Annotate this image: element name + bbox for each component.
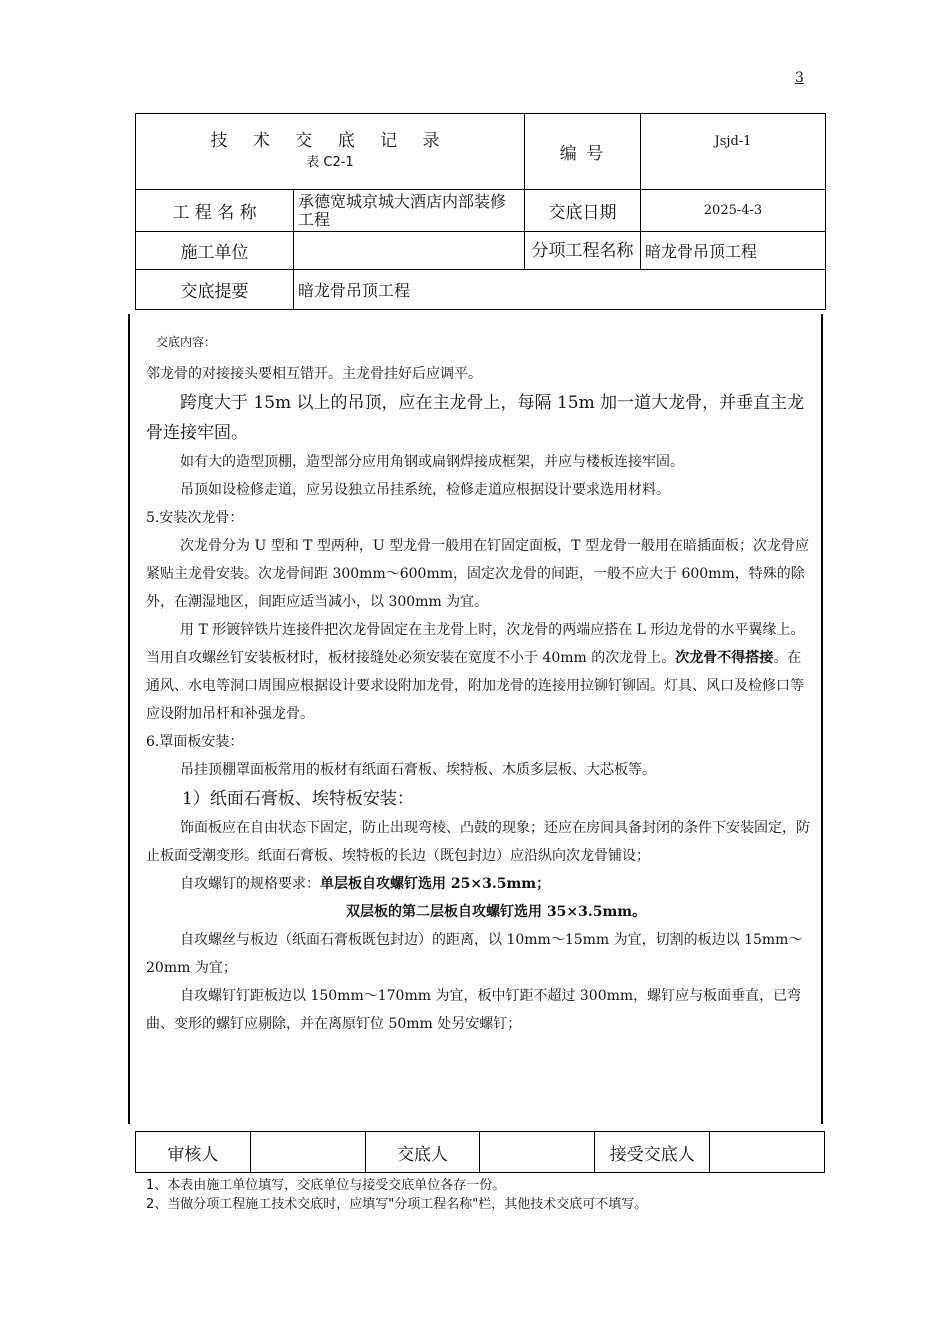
project-value: 承德宽城京城大酒店内部装修工程: [294, 190, 525, 232]
discloser-label: 交底人: [365, 1132, 480, 1173]
section-heading: 6.罩面板安装：: [146, 734, 244, 750]
contractor-label: 施工单位: [136, 232, 294, 270]
content-label: 交底内容：: [156, 335, 217, 349]
content-text: 。在通风、水电等洞口周围应根据设计要求设附加龙骨，附加龙骨的连接用拉铆钉铆固。灯具、风口及检修口等应设附加吊杆和补强龙骨。: [146, 650, 804, 722]
code-value: Jsjd-1: [641, 114, 826, 190]
date-value: 2025-4-3: [641, 190, 826, 232]
reviewer-label: 审核人: [136, 1132, 251, 1173]
disclosure-content: [146, 330, 810, 1038]
note-item: 1、本表由施工单位填写，交底单位与接受交底单位各存一份。: [146, 1178, 506, 1193]
content-paragraph: 跨度大于 15m 以上的吊顶，应在主龙骨上，每隔 15m 加一道大龙骨，并垂直主龙骨连接牢固。: [146, 393, 805, 443]
section-heading: 5.安装次龙骨：: [146, 510, 244, 526]
code-label: 编 号: [525, 114, 641, 190]
contractor-value: [294, 232, 525, 270]
header-table: [135, 113, 826, 310]
page-number: 3: [795, 70, 804, 86]
emphasis-line: 双层板的第二层板自攻螺钉选用 35×3.5mm。: [346, 904, 647, 920]
form-title-cell: [136, 114, 525, 190]
content-paragraph: [146, 616, 810, 728]
subproject-label: 分项工程名称: [525, 232, 641, 270]
emphasis-text: 单层板自攻螺钉选用 25×3.5mm；: [320, 876, 551, 892]
subproject-value: 暗龙骨吊顶工程: [641, 232, 826, 270]
subsection-heading: 1）纸面石膏板、埃特板安装：: [182, 789, 414, 809]
content-paragraph: 邻龙骨的对接接头要相互错开。主龙骨挂好后应调平。: [146, 366, 482, 382]
content-paragraph: 吊顶如设检修走道，应另设独立吊挂系统，检修走道应根据设计要求选用材料。: [180, 482, 670, 498]
emphasis-text: 次龙骨不得搭接: [675, 650, 774, 666]
content-paragraph: 饰面板应在自由状态下固定，防止出现弯棱、凸鼓的现象；还应在房间具备封闭的条件下安装固定，防止板面受潮变形。纸面石膏板、埃特板的长边（既包封边）应沿纵向次龙骨铺设；: [146, 820, 810, 864]
content-paragraph: 自攻螺钉钉距板边以 150mm～170mm 为宜，板中钉距不超过 300mm，螺钉应与板面垂直，已弯曲、变形的螺钉应剔除，并在离原钉位 50mm 处另安螺钉；: [146, 988, 802, 1032]
content-text: 用 T 形镀锌铁片连接件把次龙骨固定在主龙骨上时，次龙骨的两端应搭在 L 形边龙骨的水平翼缘上。当用自攻螺丝钉安装板材时，板材接缝处必须安装在宽度不小于 40mm 的次龙骨上。: [146, 622, 805, 666]
date-label: 交底日期: [525, 190, 641, 232]
content-paragraph: 吊挂顶棚罩面板常用的板材有纸面石膏板、埃特板、木质多层板、大芯板等。: [180, 762, 656, 778]
content-text: 自攻螺钉的规格要求：: [180, 876, 320, 892]
form-number: 表 C2-1: [306, 154, 354, 170]
content-paragraph: 自攻螺丝与板边（纸面石膏板既包封边）的距离，以 10mm～15mm 为宜，切割的板边以 15mm～20mm 为宜；: [146, 932, 803, 976]
project-label: 工 程 名 称: [136, 190, 294, 232]
receiver-value: [710, 1132, 825, 1173]
signature-table: [135, 1131, 825, 1173]
note-item: 2、当做分项工程施工技术交底时，应填写"分项工程名称"栏，其他技术交底可不填写。: [146, 1197, 648, 1212]
discloser-value: [480, 1132, 595, 1173]
summary-label: 交底提要: [136, 270, 294, 310]
form-notes: [146, 1176, 647, 1214]
content-paragraph: 如有大的造型顶棚，造型部分应用角钢或扁钢焊接成框架，并应与楼板连接牢固。: [180, 454, 684, 470]
summary-value: 暗龙骨吊顶工程: [294, 270, 826, 310]
content-paragraph: 次龙骨分为 U 型和 T 型两种，U 型龙骨一般用在钉固定面板，T 型龙骨一般用在暗插面板；次龙骨应紧贴主龙骨安装。次龙骨间距 300mm～600mm，固定次龙骨的间距，一般不应大于 600mm，特殊的除外，在潮湿地区，间距应适当减小，以 300mm 为宜。: [146, 538, 809, 610]
form-title: 技 术 交 底 记 录: [210, 130, 450, 151]
reviewer-value: [250, 1132, 365, 1173]
content-paragraph: [146, 870, 810, 898]
receiver-label: 接受交底人: [595, 1132, 710, 1173]
